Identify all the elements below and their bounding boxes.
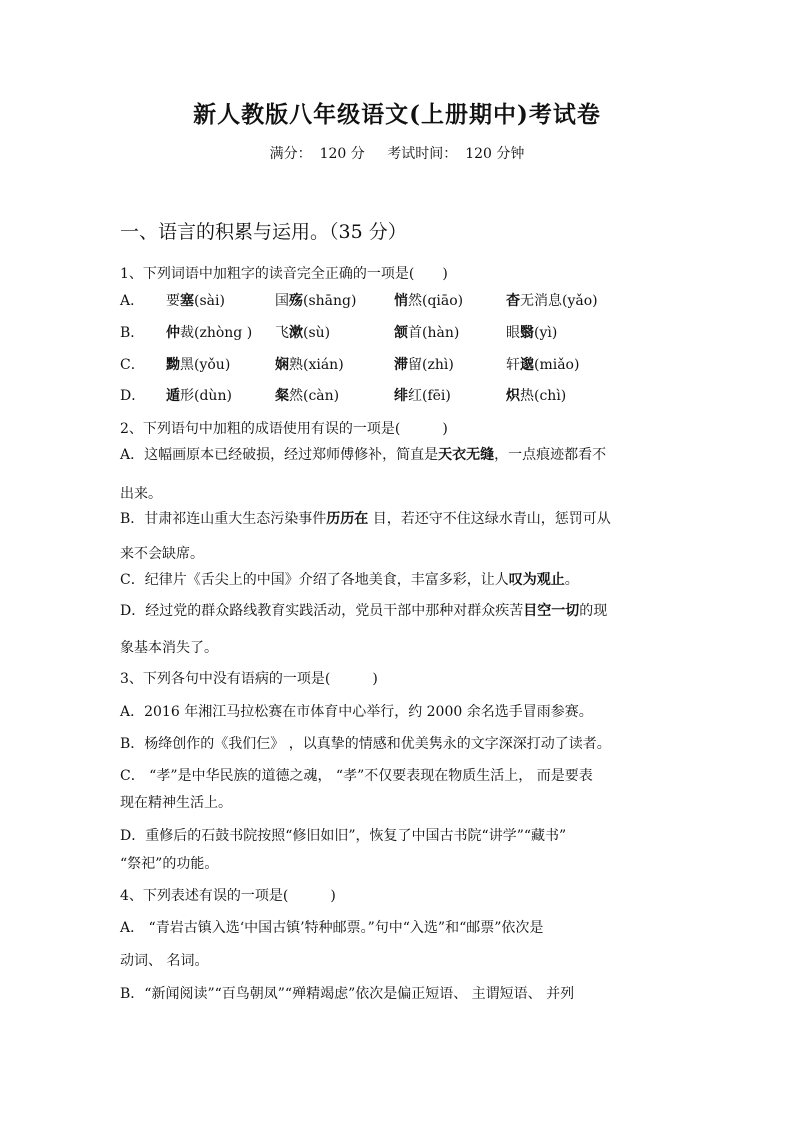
- bold-character: 炽: [506, 388, 520, 404]
- question-1-option-label: D．: [120, 388, 146, 404]
- question-3-option-d: D．重修后的石鼓书院按照“修旧如旧”，恢复了中国古书院“讲学”“藏书”: [120, 828, 567, 844]
- question-3-option-b: B．杨绛创作的《我们仨》 ，以真挚的情感和优美隽永的文字深深打动了读者。: [120, 736, 611, 752]
- question-1-option-label: B．: [120, 325, 145, 341]
- question-1-word: 黝黑(yǒu): [166, 357, 231, 373]
- bold-character: 娴: [275, 357, 289, 373]
- bold-character: 滞: [394, 357, 408, 373]
- bold-character: 翳: [520, 325, 534, 341]
- question-4-option-a: A． “青岩古镇入选‘中国古镇’特种邮票。”句中“入选”和“邮票”依次是: [120, 920, 544, 936]
- bold-character: 绯: [394, 388, 408, 404]
- question-2-option-d-cont: 象基本消失了。: [120, 640, 218, 656]
- score-value: 120 分: [319, 146, 365, 162]
- question-2-option-c: C．纪律片《舌尖上的中国》介绍了各地美食，丰富多彩，让人叹为观止。: [120, 572, 579, 588]
- question-1-word: 眼翳(yì): [506, 325, 558, 341]
- bold-character: 杳: [506, 293, 520, 309]
- bold-character: 邈: [520, 357, 534, 373]
- question-1-word: 要塞(sài): [166, 293, 225, 309]
- bold-character: 粲: [275, 388, 289, 404]
- question-1-option-label: C．: [120, 357, 145, 373]
- question-4-option-b: B．“新闻阅读”“百鸟朝凤”“殚精竭虑”依次是偏正短语、 主谓短语、 并列: [120, 986, 575, 1002]
- question-1-word: 颔首(hàn): [394, 325, 460, 341]
- question-1-word: 飞漱(sù): [275, 325, 331, 341]
- bold-character: 颔: [394, 325, 408, 341]
- question-1-option-label: A．: [120, 293, 145, 309]
- question-1-word: 遁形(dùn): [166, 388, 232, 404]
- question-3-option-a: A．2016 年湘江马拉松赛在市体育中心举行，约 2000 余名选手冒雨参赛。: [120, 704, 593, 720]
- question-3-option-d-cont: “祭祀”的功能。: [120, 856, 219, 872]
- bold-idiom: 天衣无缝: [438, 447, 495, 463]
- question-1-word: 炽热(chì): [506, 388, 567, 404]
- question-2-option-b: B．甘肃祁连山重大生态污染事件历历在 目，若还守不住这绿水青山，惩罚可从: [120, 511, 611, 527]
- bold-character: 仲: [166, 325, 180, 341]
- page-title: 新人教版八年级语文(上册期中)考试卷: [193, 101, 601, 128]
- score-label: 满分：: [269, 146, 312, 162]
- bold-character: 殇: [289, 293, 303, 309]
- time-label: 考试时间：: [387, 146, 458, 162]
- question-1-word: 滞留(zhì): [394, 357, 454, 373]
- exam-info: [0, 143, 794, 163]
- question-1-word: 杳无消息(yǎo): [506, 293, 598, 309]
- question-1-word: 仲裁(zhòng ): [166, 325, 253, 341]
- question-1-word: 粲然(càn): [275, 388, 340, 404]
- bold-character: 漱: [289, 325, 303, 341]
- question-2-stem: 2、下列语句中加粗的成语使用有误的一项是( ): [120, 421, 448, 437]
- question-3-option-c: C． “孝”是中华民族的道德之魂， “孝”不仅要表现在物质生活上， 而是要表: [120, 768, 593, 784]
- question-1-word: 娴熟(xián): [275, 357, 344, 373]
- question-4-option-a-cont: 动词、 名词。: [120, 953, 209, 969]
- section-heading: 一、语言的积累与运用。（35 分）: [120, 221, 407, 243]
- question-1-word: 国殇(shāng): [275, 293, 357, 309]
- bold-idiom: 叹为观止: [508, 572, 565, 588]
- question-3-option-c-cont: 现在精神生活上。: [120, 795, 232, 811]
- bold-idiom: 目空一切: [523, 603, 580, 619]
- bold-character: 悄: [394, 293, 408, 309]
- question-2-option-d: D．经过党的群众路线教育实践活动，党员干部中那种对群众疾苦目空一切的现: [120, 603, 608, 619]
- question-2-option-a-cont: 出来。: [120, 486, 162, 502]
- question-3-stem: 3、下列各句中没有语病的一项是( ): [120, 671, 378, 687]
- question-4-stem: 4、下列表述有误的一项是( ): [120, 888, 336, 904]
- bold-character: 塞: [180, 293, 194, 309]
- question-2-option-b-cont: 来不会缺席。: [120, 546, 204, 562]
- question-2-option-a: A．这幅画原本已经破损，经过郑师傅修补，简直是天衣无缝，一点痕迹都看不: [120, 447, 607, 463]
- question-1-word: 轩邈(miǎo): [506, 357, 580, 373]
- question-1-word: 悄然(qiāo): [394, 293, 464, 309]
- bold-character: 遁: [166, 388, 180, 404]
- question-1-word: 绯红(fēi): [394, 388, 451, 404]
- question-1-stem: 1、下列词语中加粗字的读音完全正确的一项是( ): [120, 266, 448, 282]
- time-value: 120 分钟: [465, 146, 525, 162]
- bold-character: 黝: [166, 357, 180, 373]
- bold-idiom: 历历在: [326, 511, 369, 527]
